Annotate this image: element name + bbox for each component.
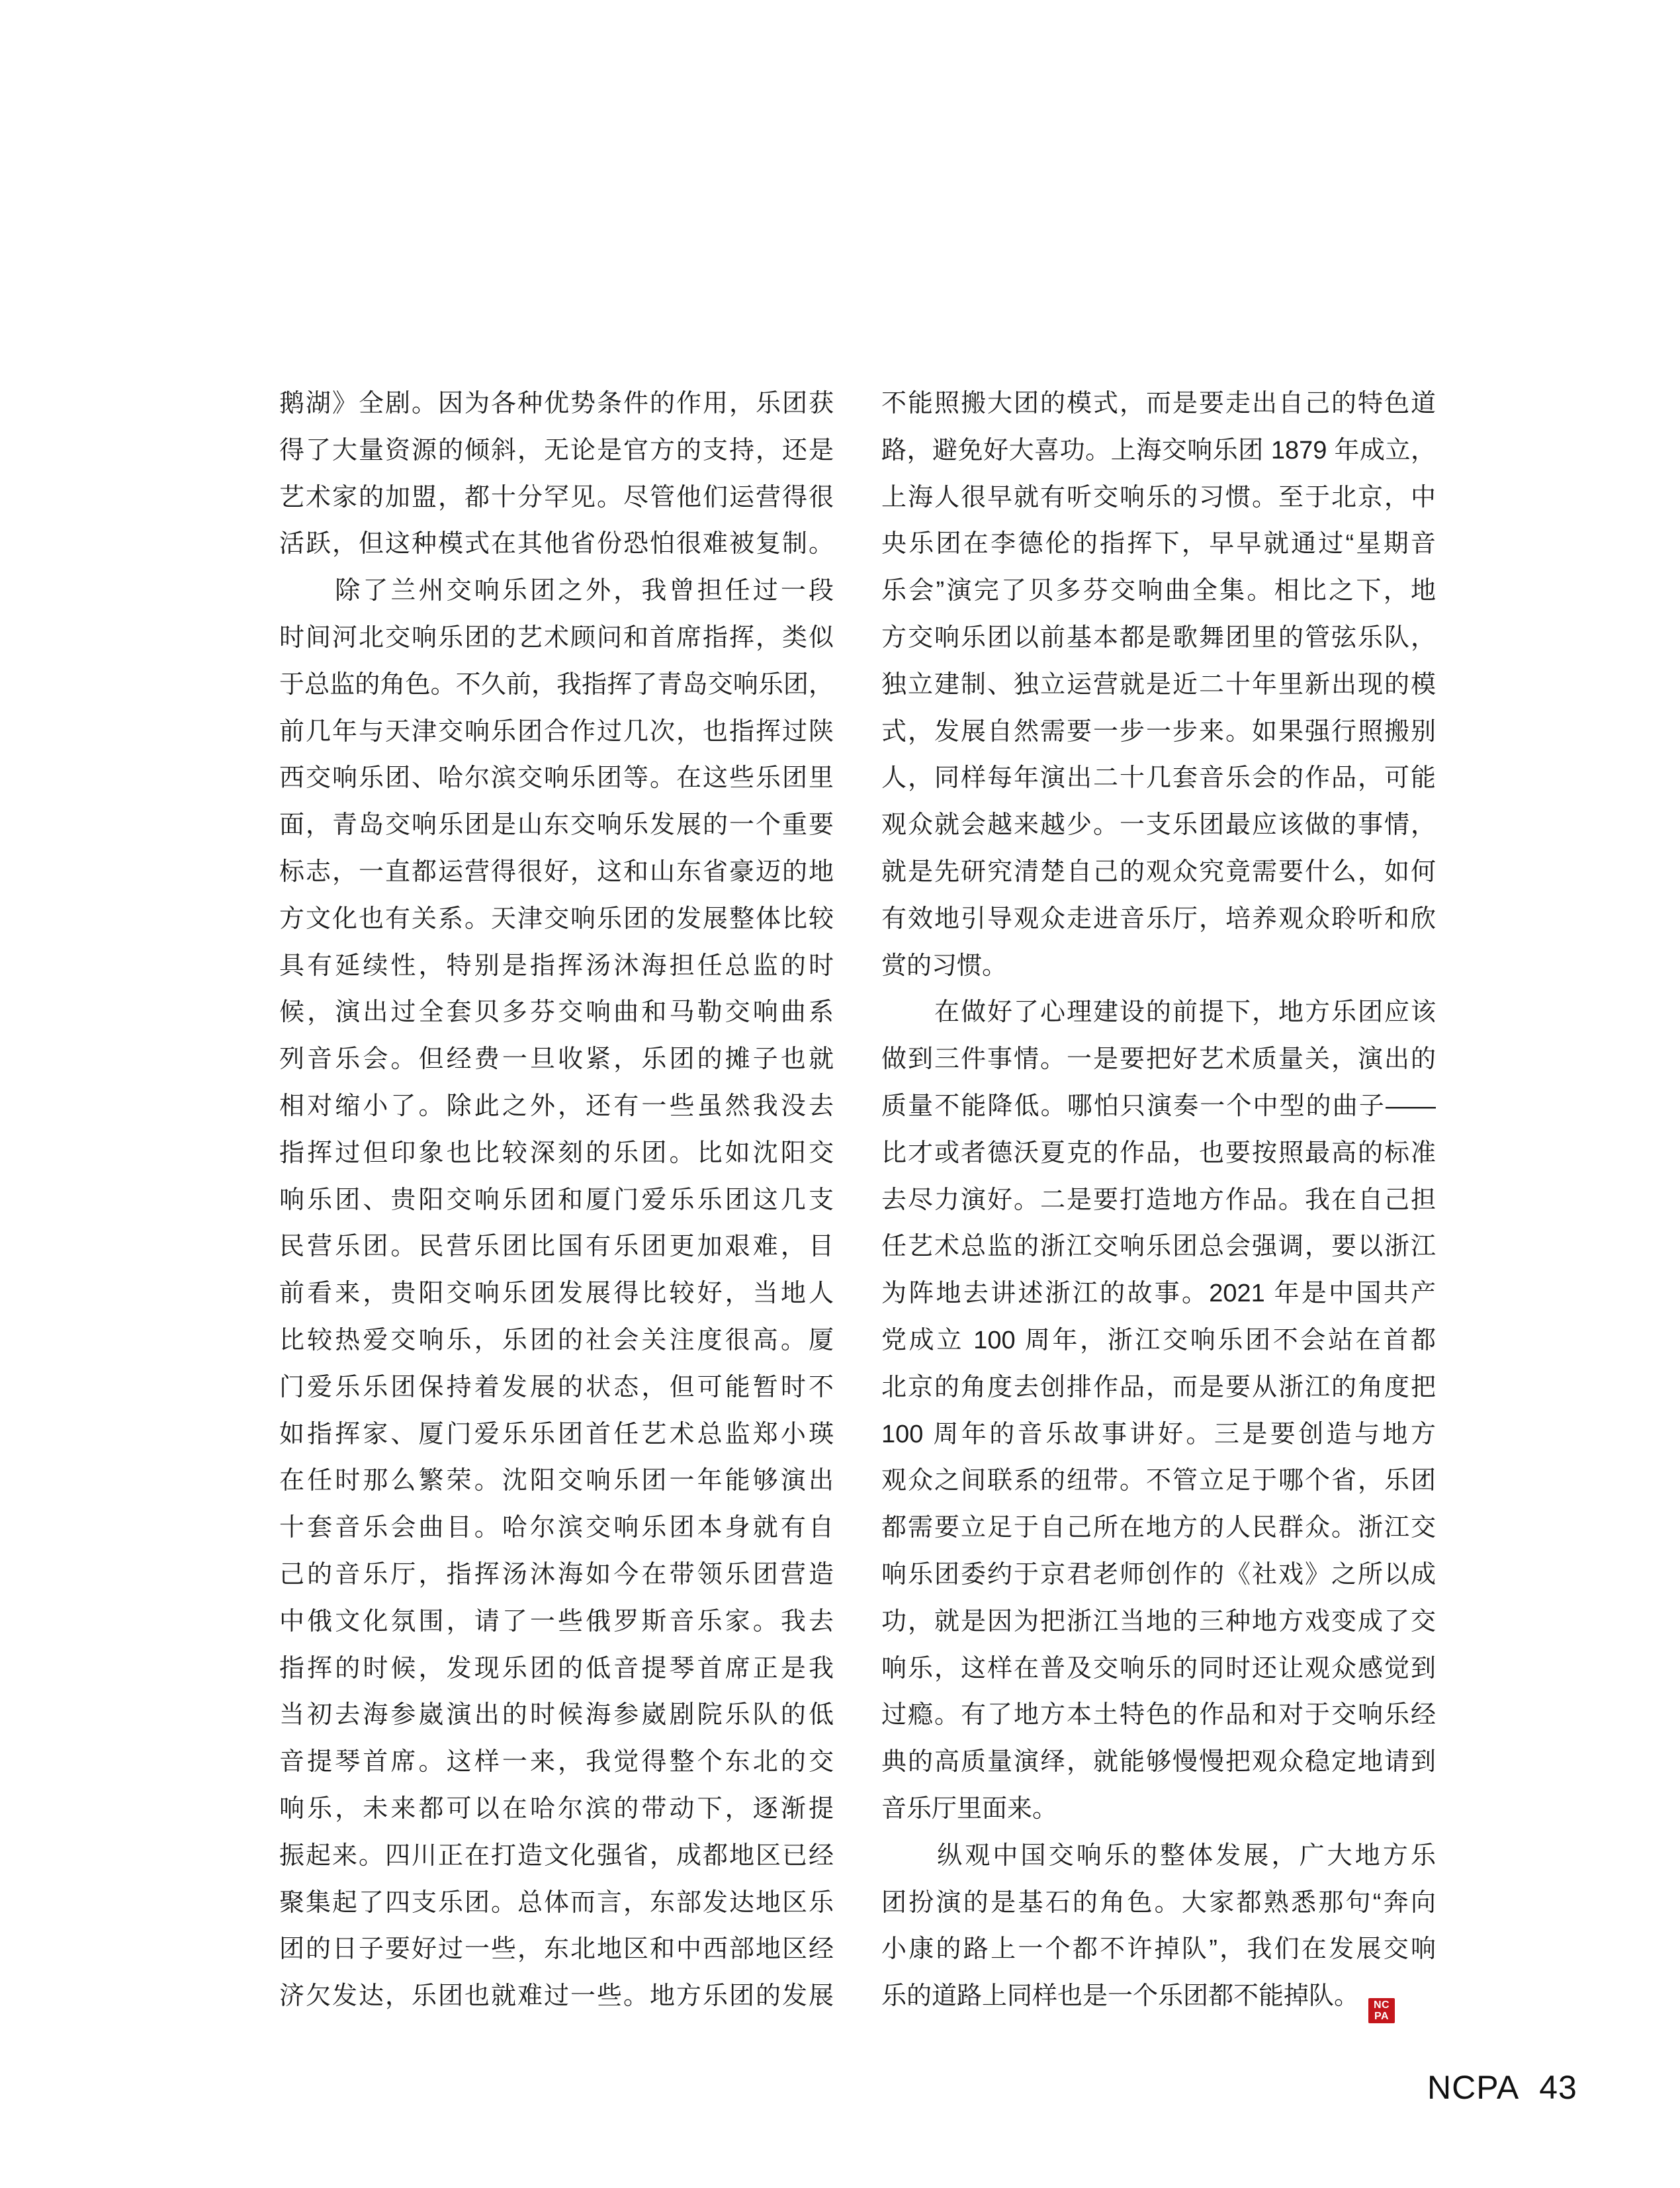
seal-text-bottom: PA (1374, 2011, 1390, 2023)
text-line: 于总监的角色。不久前，我指挥了青岛交响乐团， (279, 670, 834, 699)
text-line: 响乐团、贵阳交响乐团和厦门爱乐乐团这几支 (279, 1186, 834, 1214)
text-line: 响乐，这样在普及交响乐的同时还让观众感觉到 (881, 1654, 1436, 1683)
article-column-right-lines (881, 380, 1436, 1973)
text-line: 候，演出过全套贝多芬交响曲和马勒交响曲系 (279, 998, 834, 1027)
article-column-right (881, 380, 1436, 2023)
text-line: 具有延续性，特别是指挥汤沐海担任总监的时 (279, 951, 834, 980)
text-line: 去尽力演好。二是要打造地方作品。我在自己担 (881, 1186, 1436, 1214)
text-line: 纵观中国交响乐的整体发展，广大地方乐 (881, 1841, 1436, 1870)
text-line: 音乐厅里面来。 (881, 1794, 1058, 1823)
text-line: 前几年与天津交响乐团合作过几次，也指挥过陕 (279, 717, 834, 746)
text-line: 为阵地去讲述浙江的故事。2021 年是中国共产 (881, 1280, 1436, 1308)
footer-page-number: 43 (1539, 2069, 1577, 2106)
text-line: 标志，一直都运营得很好，这和山东省豪迈的地 (279, 857, 834, 886)
text-line: 观众就会越来越少。一支乐团最应该做的事情， (881, 811, 1436, 840)
text-line: 前看来，贵阳交响乐团发展得比较好，当地人 (279, 1280, 834, 1308)
article-column-left (279, 380, 834, 2020)
text-line: 音提琴首席。这样一来，我觉得整个东北的交 (279, 1748, 834, 1776)
text-line: 任艺术总监的浙江交响乐团总会强调，要以浙江 (881, 1233, 1436, 1261)
text-line: 北京的角度去创排作品，而是要从浙江的角度把 (881, 1373, 1436, 1401)
text-line: 济欠发达，乐团也就难过一些。地方乐团的发展 (279, 1982, 834, 2011)
text-line: 中俄文化氛围，请了一些俄罗斯音乐家。我去 (279, 1607, 834, 1636)
text-line: 西交响乐团、哈尔滨交响乐团等。在这些乐团里 (279, 764, 834, 793)
text-line: 团扮演的是基石的角色。大家都熟悉那句“奔向 (881, 1888, 1436, 1917)
page-footer (1427, 2068, 1577, 2107)
text-line: 质量不能降低。哪怕只演奏一个中型的曲子—— (881, 1092, 1436, 1120)
text-line: 己的音乐厅，指挥汤沐海如今在带领乐团营造 (279, 1560, 834, 1589)
text-line: 鹅湖》全剧。因为各种优势条件的作用，乐团获 (279, 390, 834, 417)
text-line: 方文化也有关系。天津交响乐团的发展整体比较 (279, 904, 834, 933)
text-line: 相对缩小了。除此之外，还有一些虽然我没去 (279, 1092, 834, 1120)
text-line: 活跃，但这种模式在其他省份恐怕很难被复制。 (279, 530, 834, 558)
text-line: 当初去海参崴演出的时候海参崴剧院乐队的低 (279, 1701, 834, 1729)
text-line: 除了兰州交响乐团之外，我曾担任过一段 (279, 577, 834, 605)
text-line: 门爱乐乐团保持着发展的状态，但可能暂时不 (279, 1373, 834, 1401)
text-line: 比才或者德沃夏克的作品，也要按照最高的标准 (881, 1139, 1436, 1167)
text-line: 路，避免好大喜功。上海交响乐团 1879 年成立， (881, 436, 1436, 464)
text-line: 赏的习惯。 (881, 951, 1008, 980)
text-line: 就是先研究清楚自己的观众究竟需要什么，如何 (881, 857, 1436, 886)
text-line: 乐会”演完了贝多芬交响曲全集。相比之下，地 (881, 577, 1436, 605)
text-line: 指挥的时候，发现乐团的低音提琴首席正是我 (279, 1654, 834, 1683)
text-line: 十套音乐会曲目。哈尔滨交响乐团本身就有自 (279, 1514, 834, 1542)
text-line: 都需要立足于自己所在地方的人民群众。浙江交 (881, 1514, 1436, 1542)
text-line: 在任时那么繁荣。沈阳交响乐团一年能够演出 (279, 1467, 834, 1495)
text-line: 100 周年的音乐故事讲好。三是要创造与地方 (881, 1420, 1436, 1448)
text-line: 有效地引导观众走进音乐厅，培养观众聆听和欣 (881, 904, 1436, 933)
text-line: 面，青岛交响乐团是山东交响乐发展的一个重要 (279, 811, 834, 840)
text-line: 人，同样每年演出二十几套音乐会的作品，可能 (881, 764, 1436, 793)
text-line: 做到三件事情。一是要把好艺术质量关，演出的 (881, 1045, 1436, 1074)
text-line: 指挥过但印象也比较深刻的乐团。比如沈阳交 (279, 1139, 834, 1167)
footer-brand: NCPA (1427, 2069, 1520, 2106)
text-line: 民营乐团。民营乐团比国有乐团更加艰难，目 (279, 1233, 834, 1261)
text-line: 响乐团委约于京君老师创作的《社戏》之所以成 (881, 1560, 1436, 1589)
text-line: 时间河北交响乐团的艺术顾问和首席指挥，类似 (279, 623, 834, 652)
text-line: 上海人很早就有听交响乐的习惯。至于北京，中 (881, 483, 1436, 511)
text-line: 在做好了心理建设的前提下，地方乐团应该 (881, 998, 1436, 1027)
text-line: 央乐团在李德伦的指挥下，早早就通过“星期音 (881, 530, 1436, 558)
text-line: 团的日子要好过一些，东北地区和中西部地区经 (279, 1935, 834, 1964)
ncpa-end-seal-icon (1368, 1998, 1395, 2023)
seal-text-top: NC (1373, 1999, 1390, 2011)
text-line: 典的高质量演绎，就能够慢慢把观众稳定地请到 (881, 1748, 1436, 1776)
text-line: 独立建制、独立运营就是近二十年里新出现的模 (881, 670, 1436, 699)
text-line: 功，就是因为把浙江当地的三种地方戏变成了交 (881, 1607, 1436, 1636)
text-line: 聚集起了四支乐团。总体而言，东部发达地区乐 (279, 1888, 834, 1917)
text-line: 小康的路上一个都不许掉队”，我们在发展交响 (881, 1935, 1436, 1964)
last-line-text: 乐的道路上同样也是一个乐团都不能掉队。 (881, 1982, 1360, 2011)
text-line-last (881, 1973, 1436, 2023)
text-line: 党成立 100 周年，浙江交响乐团不会站在首都 (881, 1326, 1436, 1354)
text-line: 列音乐会。但经费一旦收紧，乐团的摊子也就 (279, 1045, 834, 1074)
text-line: 式，发展自然需要一步一步来。如果强行照搬别 (881, 717, 1436, 746)
text-line: 振起来。四川正在打造文化强省，成都地区已经 (279, 1841, 834, 1870)
text-line: 响乐，未来都可以在哈尔滨的带动下，逐渐提 (279, 1794, 834, 1823)
text-line: 得了大量资源的倾斜，无论是官方的支持，还是 (279, 436, 834, 464)
text-line: 方交响乐团以前基本都是歌舞团里的管弦乐队， (881, 623, 1436, 652)
text-line: 过瘾。有了地方本土特色的作品和对于交响乐经 (881, 1701, 1436, 1729)
text-line: 艺术家的加盟，都十分罕见。尽管他们运营得很 (279, 483, 834, 511)
text-line: 不能照搬大团的模式，而是要走出自己的特色道 (881, 390, 1436, 417)
text-line: 观众之间联系的纽带。不管立足于哪个省，乐团 (881, 1467, 1436, 1495)
text-line: 如指挥家、厦门爱乐乐团首任艺术总监郑小瑛 (279, 1420, 834, 1448)
text-line: 比较热爱交响乐，乐团的社会关注度很高。厦 (279, 1326, 834, 1354)
